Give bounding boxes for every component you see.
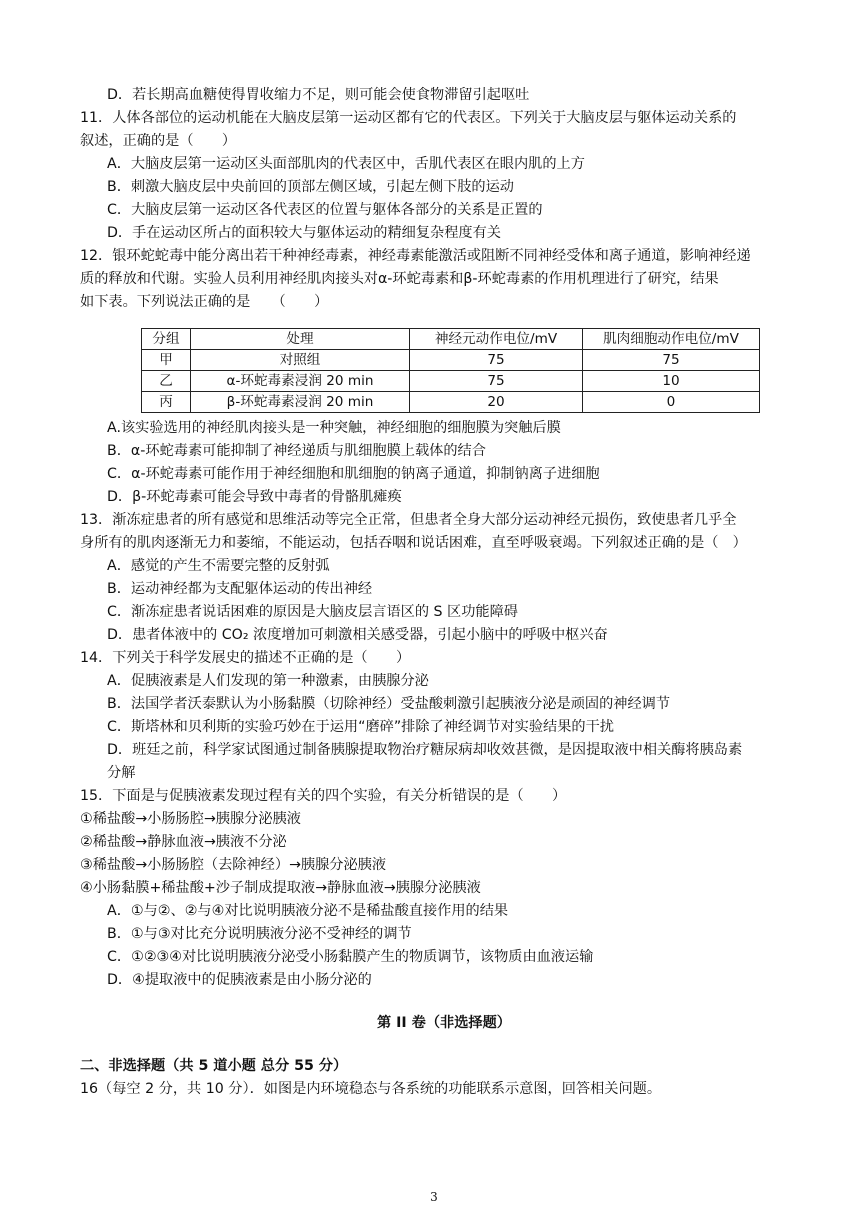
text-line: A.该实验选用的神经肌肉接头是一种突触，神经细胞的细胞膜为突触后膜 <box>107 420 561 436</box>
header-treatment: 处理 <box>191 329 410 350</box>
table-cell: 75 <box>583 350 760 371</box>
table-row <box>142 392 760 413</box>
results-table <box>141 328 760 413</box>
text-line: ④小肠黏膜+稀盐酸+沙子制成提取液→静脉血液→胰腺分泌胰液 <box>80 880 481 896</box>
questions-12-15 <box>80 417 808 992</box>
text-line: C．①②③④对比说明胰液分泌受小肠黏膜产生的物质调节，该物质由血液运输 <box>107 949 594 965</box>
table-cell: 75 <box>410 371 583 392</box>
text-line: C．α-环蛇毒素可能作用于神经细胞和肌细胞的钠离子通道，抑制钠离子进细胞 <box>107 466 600 482</box>
text-line: 分解 <box>107 765 136 781</box>
text-line: D．若长期高血糖使得胃收缩力不足，则可能会使食物滞留引起呕吐 <box>107 87 530 103</box>
text-line: D．手在运动区所占的面积较大与躯体运动的精细复杂程度有关 <box>107 225 501 241</box>
table-cell: 对照组 <box>191 350 410 371</box>
text-line: D．班廷之前，科学家试图通过制备胰腺提取物治疗糖尿病却收效甚微，是因提取液中相关酶将胰岛素 <box>107 742 743 758</box>
text-line: A．大脑皮层第一运动区头面部肌肉的代表区中，舌肌代表区在眼内肌的上方 <box>107 156 585 172</box>
text-line: 15．下面是与促胰液素发现过程有关的四个实验，有关分析错误的是（ ） <box>80 788 567 804</box>
text-line: 质的释放和代谢。实验人员利用神经肌肉接头对α-环蛇毒素和β-环蛇毒素的作用机理进行了研究，结果 <box>80 271 719 287</box>
table-header-row <box>142 329 760 350</box>
table-cell: α-环蛇毒素浸润 20 min <box>191 371 410 392</box>
text-line: 叙述，正确的是（ ） <box>80 133 237 149</box>
results-table-wrap <box>80 314 808 417</box>
text-line: 12．银环蛇蛇毒中能分离出若干种神经毒素，神经毒素能激活或阻断不同神经受体和离子通道，影响神经递 <box>80 248 751 264</box>
text-line: ③稀盐酸→小肠肠腔（去除神经）→胰腺分泌胰液 <box>80 857 387 873</box>
text-line: D．④提取液中的促胰液素是由小肠分泌的 <box>107 972 372 988</box>
text-line: C．大脑皮层第一运动区各代表区的位置与躯体各部分的关系是正置的 <box>107 202 543 218</box>
text-line: B．刺激大脑皮层中央前回的顶部左侧区域，引起左侧下肢的运动 <box>107 179 514 195</box>
text-line: D．患者体液中的 CO₂ 浓度增加可刺激相关感受器，引起小脑中的呼吸中枢兴奋 <box>107 627 608 643</box>
table-cell: 10 <box>583 371 760 392</box>
text-line: C．斯塔林和贝利斯的实验巧妙在于运用“磨碎”排除了神经调节对实验结果的干扰 <box>107 719 614 735</box>
section-title: 第 II 卷（非选择题） <box>377 1015 511 1031</box>
text-line: 身所有的肌肉逐渐无力和萎缩，不能运动，包括吞咽和说话困难，直至呼吸衰竭。下列叙述正确的是（ ） <box>80 535 747 551</box>
table-cell: β-环蛇毒素浸润 20 min <box>191 392 410 413</box>
table-cell: 0 <box>583 392 760 413</box>
text-line: B．α-环蛇毒素可能抑制了神经递质与肌细胞膜上载体的结合 <box>107 443 486 459</box>
text-line: 11．人体各部位的运动机能在大脑皮层第一运动区都有它的代表区。下列关于大脑皮层与躯体运动关系的 <box>80 110 737 126</box>
table-cell: 丙 <box>142 392 191 413</box>
text-line: ①稀盐酸→小肠肠腔→胰腺分泌胰液 <box>80 811 301 827</box>
header-group: 分组 <box>142 329 191 350</box>
table-cell: 75 <box>410 350 583 371</box>
header-neuron-potential: 神经元动作电位/mV <box>410 329 583 350</box>
section-heading: 二、非选择题（共 5 道小题 总分 55 分） <box>80 1058 348 1074</box>
text-line: B．运动神经都为支配躯体运动的传出神经 <box>107 581 373 597</box>
questions-11-12 <box>80 84 808 314</box>
text-line: ②稀盐酸→静脉血液→胰液不分泌 <box>80 834 287 850</box>
table-cell: 乙 <box>142 371 191 392</box>
text-line: B．法国学者沃泰默认为小肠黏膜（切除神经）受盐酸刺激引起胰液分泌是顽固的神经调节 <box>107 696 671 712</box>
text-line: A．①与②、②与④对比说明胰液分泌不是稀盐酸直接作用的结果 <box>107 903 509 919</box>
text-line: A．感觉的产生不需要完整的反射弧 <box>107 558 330 574</box>
text-line: 如下表。下列说法正确的是 （ ） <box>80 294 329 310</box>
text-line: 13．渐冻症患者的所有感觉和思维活动等完全正常，但患者全身大部分运动神经元损伤，致使患者几乎全 <box>80 512 737 528</box>
text-line: A．促胰液素是人们发现的第一种激素，由胰腺分泌 <box>107 673 429 689</box>
table-row <box>142 350 760 371</box>
table-row <box>142 371 760 392</box>
text-line: C．渐冻症患者说话困难的原因是大脑皮层言语区的 S 区功能障碍 <box>107 604 518 620</box>
text-line: D．β-环蛇毒素可能会导致中毒者的骨骼肌瘫痪 <box>107 489 402 505</box>
question-16: 16（每空 2 分，共 10 分）．如图是内环境稳态与各系统的功能联系示意图，回答相关问题。 <box>80 1081 662 1097</box>
table-cell: 20 <box>410 392 583 413</box>
text-line: 14．下列关于科学发展史的描述不正确的是（ ） <box>80 650 411 666</box>
page-number: 3 <box>430 1190 438 1204</box>
header-muscle-potential: 肌肉细胞动作电位/mV <box>583 329 760 350</box>
text-line: B．①与③对比充分说明胰液分泌不受神经的调节 <box>107 926 412 942</box>
table-cell: 甲 <box>142 350 191 371</box>
